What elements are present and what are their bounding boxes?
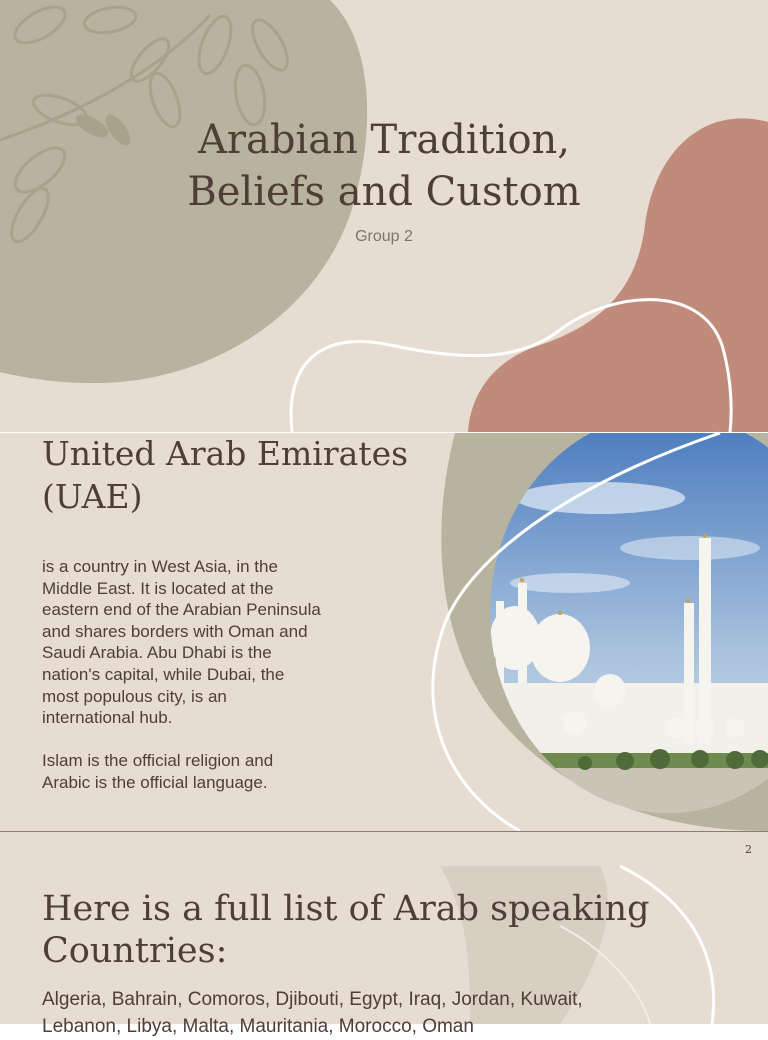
page-number: 2 <box>745 843 752 856</box>
heading-line: Countries: <box>42 931 228 971</box>
uae-paragraph: is a country in West Asia, in the Middle East. It is located at the eastern end of the Arabian Peninsula and shares borders with Oman and Saudi Arabia. Abu Dhabi is the nation's capital, while Dubai, the most populous city, is an international hub. <box>42 557 321 728</box>
uae-slide <box>0 433 768 831</box>
presentation-title <box>100 114 668 218</box>
title-line: Arabian Tradition, <box>197 117 571 163</box>
slide-heading <box>42 432 408 518</box>
uae-description <box>42 556 322 815</box>
title-slide <box>0 0 768 432</box>
slide-heading <box>42 888 649 972</box>
presentation-subtitle: Group 2 <box>355 228 413 245</box>
countries-list: Algeria, Bahrain, Comoros, Djibouti, Egypt, Iraq, Jordan, Kuwait, Lebanon, Libya, Malta, Mauritania, Morocco, Oman <box>42 989 583 1037</box>
heading-line: (UAE) <box>42 477 143 516</box>
countries-slide <box>0 866 768 1037</box>
slide-separator <box>0 831 768 866</box>
uae-paragraph: Islam is the official religion and Arabic is the official language. <box>42 751 274 792</box>
heading-line: United Arab Emirates <box>42 434 409 473</box>
heading-line: Here is a full list of Arab speaking <box>42 889 650 929</box>
title-line: Beliefs and Custom <box>187 169 581 215</box>
